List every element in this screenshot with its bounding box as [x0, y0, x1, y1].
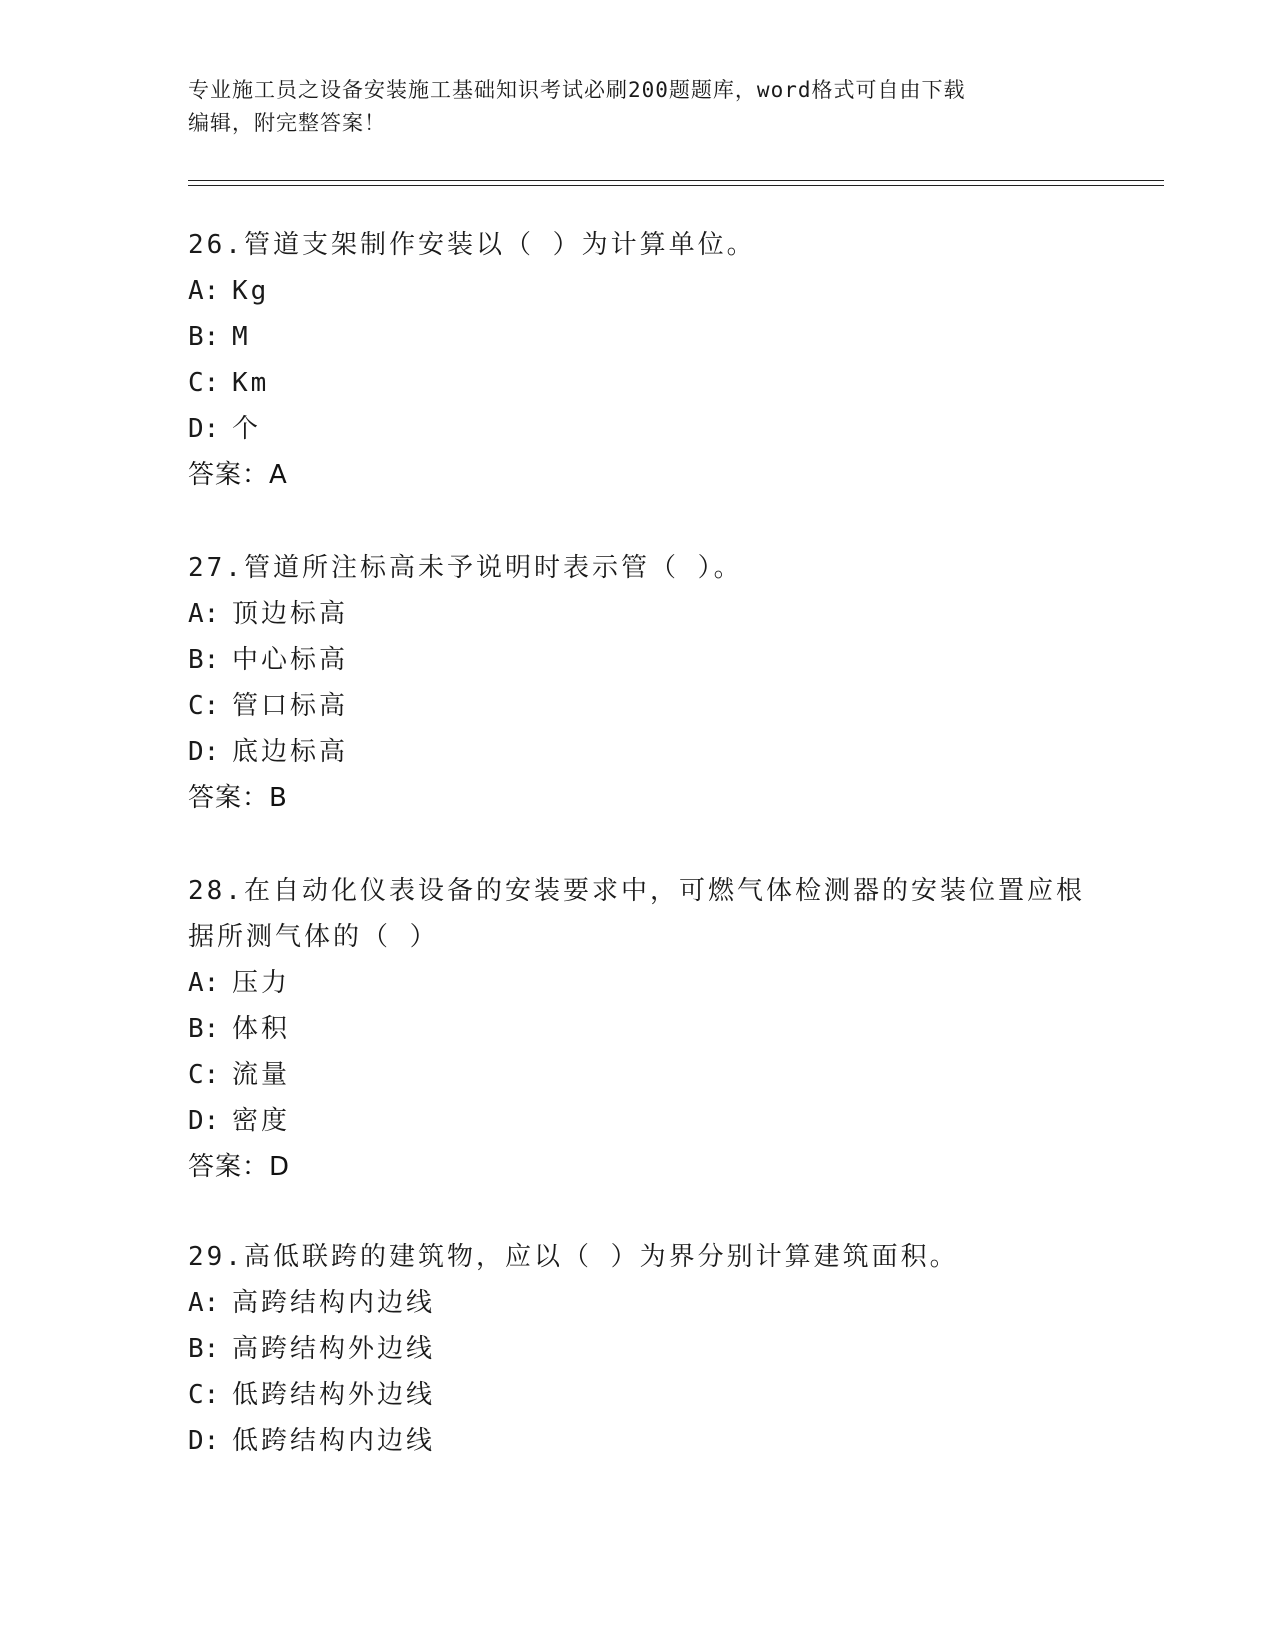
header-divider-top	[188, 180, 1164, 181]
option-a	[188, 1280, 1088, 1326]
option-text: 流量	[232, 1060, 291, 1090]
header-divider-bottom	[188, 185, 1164, 186]
option-c	[188, 683, 1088, 729]
answer: 答案：B	[188, 783, 288, 813]
option-text: 体积	[232, 1014, 291, 1044]
option-b	[188, 637, 1088, 683]
question-title: 26.管道支架制作安装以（ ）为计算单位。	[188, 230, 756, 260]
option-letter: D:	[188, 1426, 220, 1456]
option-text: Km	[232, 368, 270, 398]
option-a	[188, 591, 1088, 637]
question-27	[188, 545, 1088, 821]
option-letter: C:	[188, 1060, 220, 1090]
option-b	[188, 1006, 1088, 1052]
option-letter: C:	[188, 691, 220, 721]
option-text: 个	[232, 414, 262, 444]
option-b	[188, 1326, 1088, 1372]
option-letter: D:	[188, 737, 220, 767]
document-header	[188, 74, 1068, 140]
option-text: 高跨结构外边线	[232, 1334, 436, 1364]
option-text: 低跨结构内边线	[232, 1426, 436, 1456]
option-letter: A:	[188, 599, 220, 629]
answer: 答案：D	[188, 1152, 291, 1182]
option-letter: A:	[188, 968, 220, 998]
option-letter: D:	[188, 414, 220, 444]
option-b	[188, 314, 1088, 360]
header-line-1: 专业施工员之设备安装施工基础知识考试必刷200题题库，word格式可自由下载	[188, 78, 966, 102]
question-title: 29.高低联跨的建筑物，应以（ ）为界分别计算建筑面积。	[188, 1242, 959, 1272]
header-line-2: 编辑，附完整答案！	[188, 111, 386, 135]
option-text: 底边标高	[232, 737, 349, 767]
option-letter: B:	[188, 322, 220, 352]
question-28	[188, 868, 1088, 1190]
question-title-line-1: 28.在自动化仪表设备的安装要求中，可燃气体检测器的安装位置应根	[188, 876, 1085, 906]
option-a	[188, 268, 1088, 314]
option-text: 中心标高	[232, 645, 349, 675]
option-text: 密度	[232, 1106, 291, 1136]
option-text: 压力	[232, 968, 291, 998]
option-text: 高跨结构内边线	[232, 1288, 436, 1318]
question-title: 27.管道所注标高未予说明时表示管（ ）。	[188, 553, 743, 583]
option-letter: C:	[188, 1380, 220, 1410]
option-d	[188, 1098, 1088, 1144]
option-text: 管口标高	[232, 691, 349, 721]
option-text: Kg	[232, 276, 270, 306]
option-c	[188, 360, 1088, 406]
option-a	[188, 960, 1088, 1006]
option-letter: A:	[188, 276, 220, 306]
option-letter: B:	[188, 1014, 220, 1044]
option-text: M	[232, 322, 251, 352]
question-title-line-2: 据所测气体的（ ）	[188, 922, 439, 952]
option-letter: B:	[188, 645, 220, 675]
option-text: 低跨结构外边线	[232, 1380, 436, 1410]
option-letter: C:	[188, 368, 220, 398]
question-29	[188, 1234, 1088, 1464]
option-letter: A:	[188, 1288, 220, 1318]
option-d	[188, 729, 1088, 775]
option-c	[188, 1052, 1088, 1098]
question-26	[188, 222, 1088, 498]
option-c	[188, 1372, 1088, 1418]
option-d	[188, 1418, 1088, 1464]
option-d	[188, 406, 1088, 452]
answer: 答案：A	[188, 460, 288, 490]
option-letter: B:	[188, 1334, 220, 1364]
option-letter: D:	[188, 1106, 220, 1136]
option-text: 顶边标高	[232, 599, 349, 629]
